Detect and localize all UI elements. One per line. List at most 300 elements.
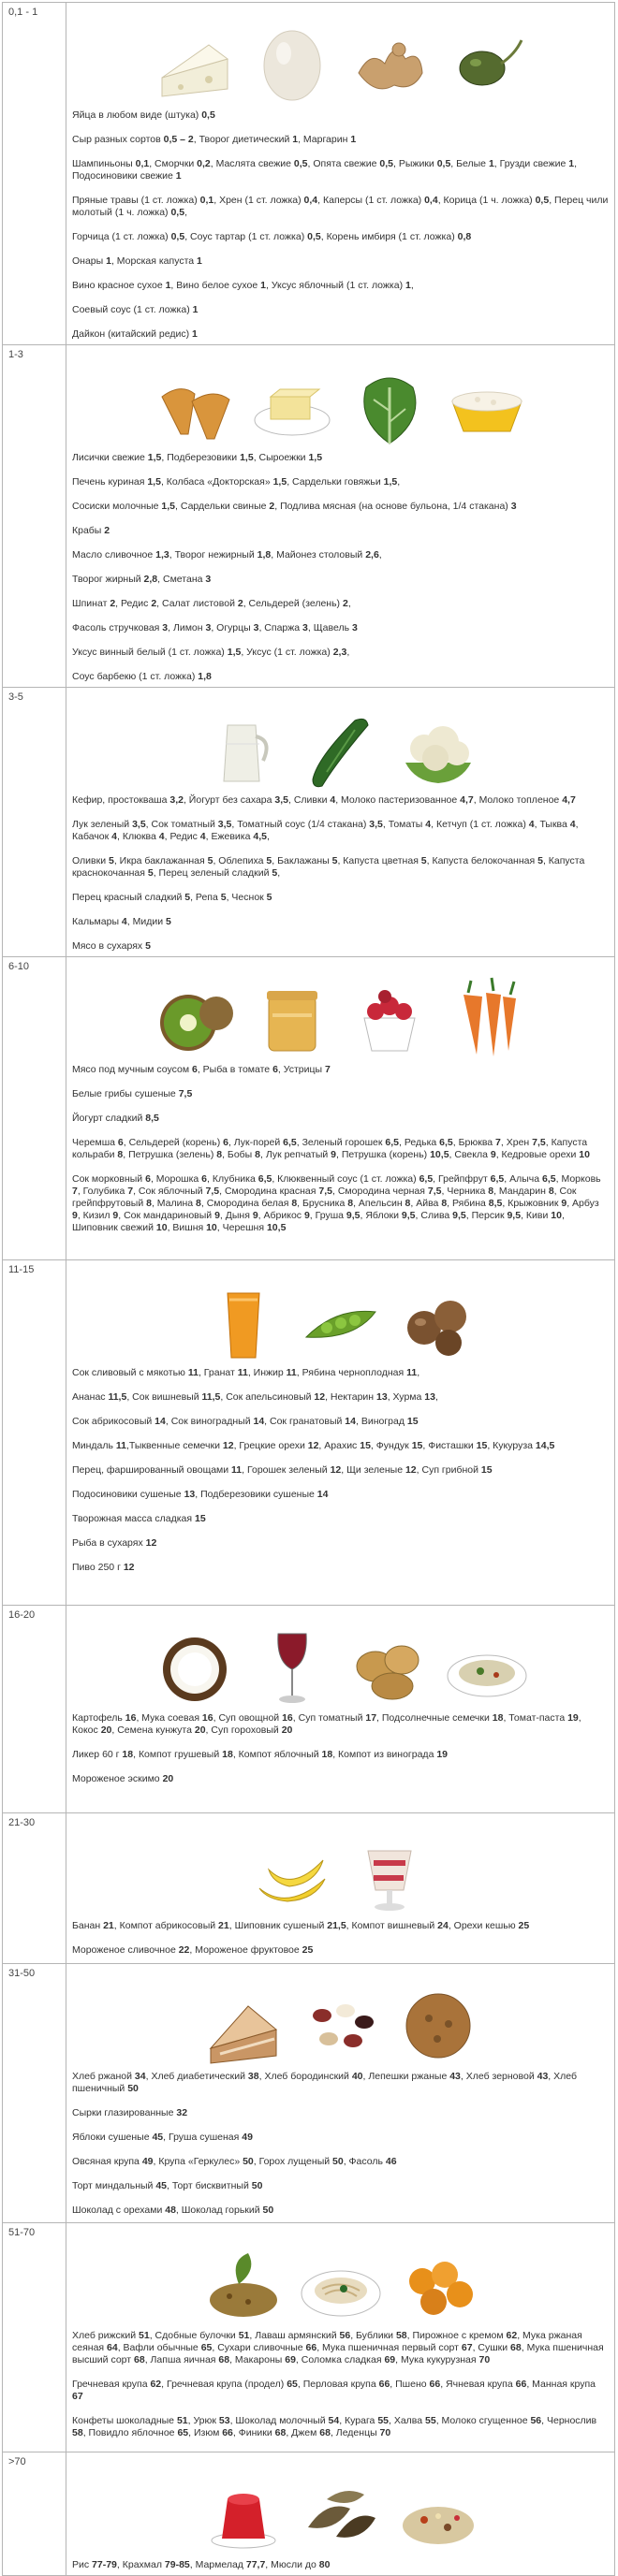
carb-value: 1,5 — [147, 452, 162, 463]
carb-value: 2 — [269, 501, 275, 512]
food-name: , Арбуз — [566, 1198, 599, 1209]
food-name: , Курага — [339, 2415, 378, 2426]
food-name: , Йогурт без сахара — [183, 794, 275, 806]
carb-value: 1,5 — [308, 452, 323, 463]
food-name: , Фасоль — [343, 2156, 386, 2167]
food-name: , Грецкие орехи — [233, 1440, 308, 1451]
table-row — [3, 957, 615, 1260]
food-name: , Нектарин — [325, 1391, 377, 1403]
carb-value: 6,5 — [385, 1137, 399, 1148]
food-name: , Подсолнечные семечки — [376, 1712, 493, 1724]
food-name: , Корень имбиря (1 ст. ложка) — [320, 231, 458, 242]
food-name: , Хлеб диабетический — [145, 2071, 248, 2082]
carb-value: 10,5 — [266, 1222, 287, 1233]
carb-value: 53 — [218, 2415, 230, 2426]
food-name: , Лапша яичная — [144, 2354, 219, 2365]
food-name: Печень куриная — [72, 476, 148, 488]
food-name: , Смородина красная — [219, 1186, 319, 1197]
carb-value: 9,5 — [452, 1210, 466, 1221]
food-name: , Редис — [115, 598, 152, 609]
carb-value: 7,5 — [532, 1137, 546, 1148]
food-name: , Киви — [521, 1210, 552, 1221]
food-name: Шоколад с орехами — [72, 2205, 166, 2216]
food-name: , Брюква — [452, 1137, 496, 1148]
food-line — [72, 2156, 609, 2168]
carb-value: 20 — [281, 1725, 293, 1736]
carb-value: 9,5 — [346, 1210, 360, 1221]
food-name: Лисички свежие — [72, 452, 148, 463]
food-name: Банан — [72, 1920, 104, 1931]
carb-value: 5 — [331, 855, 338, 866]
carb-value: 9,5 — [507, 1210, 522, 1221]
food-name: , Шоколад горький — [175, 2205, 263, 2216]
food-name: , — [266, 831, 270, 842]
food-name: , Компот грушевый — [133, 1749, 223, 1760]
carb-value: 1 — [260, 280, 266, 291]
food-name: , Томатный соус (1/4 стакана) — [231, 819, 370, 830]
food-name: Мясо в сухарях — [72, 940, 146, 952]
food-line — [72, 1391, 609, 1404]
carb-value: 45 — [152, 2132, 164, 2143]
carb-value: 2 — [104, 525, 110, 536]
food-name: , Чернослив — [541, 2415, 597, 2426]
carb-value: 67 — [461, 2342, 473, 2353]
food-line — [72, 2330, 609, 2366]
carb-value: 5 — [109, 855, 114, 866]
carb-value: 4 — [199, 831, 206, 842]
food-line — [72, 2415, 609, 2439]
caper-icon — [445, 22, 529, 106]
carb-value: 25 — [302, 1944, 314, 1956]
food-name: , — [417, 1367, 420, 1378]
food-name: , Колбаса «Докторская» — [160, 476, 273, 488]
carb-value: 6,5 — [258, 1173, 272, 1185]
food-name: , Кизил — [77, 1210, 113, 1221]
carb-value: 38 — [247, 2071, 259, 2082]
table-row — [3, 345, 615, 688]
food-name: , Слива — [415, 1210, 453, 1221]
food-name: , Гранат — [198, 1367, 238, 1378]
table-row — [3, 3, 615, 345]
carb-value: 49 — [141, 2156, 154, 2167]
carb-value: 12 — [405, 1464, 417, 1476]
food-list-cell — [66, 688, 615, 957]
food-name: , Мороженое фруктовое — [189, 1944, 302, 1956]
food-images — [72, 2223, 609, 2326]
carb-value: 18 — [492, 1712, 504, 1724]
carb-value: 1 — [197, 255, 202, 267]
carb-value: 25 — [518, 1920, 530, 1931]
carb-value: 9 — [490, 1149, 496, 1160]
carb-value: 0,4 — [303, 195, 318, 206]
food-name: , Хрен (1 ст. ложка) — [213, 195, 304, 206]
food-list-cell — [66, 345, 615, 688]
carb-value: 8 — [196, 1198, 201, 1209]
food-line — [72, 476, 609, 488]
food-name: , Хлеб зерновой — [460, 2071, 537, 2082]
carb-value: 68 — [510, 2342, 522, 2353]
juice-glass-icon — [201, 1279, 286, 1363]
food-name: , Подберезовики сушеные — [195, 1489, 317, 1500]
carb-value: 80 — [318, 2559, 331, 2570]
carb-value: 68 — [218, 2354, 230, 2365]
carb-value: 40 — [351, 2071, 363, 2082]
carb-value: 2 — [151, 598, 157, 609]
food-name: , Мандарин — [493, 1186, 549, 1197]
carb-range-label: 1-3 — [3, 345, 66, 688]
carb-value: 15 — [406, 1416, 419, 1427]
food-name: , Икра баклажанная — [113, 855, 208, 866]
carb-value: 1,8 — [257, 549, 272, 560]
carb-value: 16 — [125, 1712, 137, 1724]
soup-plate-icon — [445, 1624, 529, 1709]
food-line — [72, 1513, 609, 1525]
food-line — [72, 855, 609, 880]
food-name: , — [378, 549, 382, 560]
food-line — [72, 1920, 609, 1932]
carb-value: 1,5 — [227, 647, 242, 658]
carb-value: 69 — [285, 2354, 296, 2365]
food-line — [72, 598, 609, 610]
food-name: Оливки — [72, 855, 109, 866]
food-name: Перец красный сладкий — [72, 892, 185, 903]
food-name: , — [397, 476, 401, 488]
carb-value: 4 — [569, 819, 576, 830]
carb-value: 66 — [515, 2379, 527, 2390]
carb-value: 69 — [384, 2354, 396, 2365]
carb-value: 8 — [117, 1149, 124, 1160]
food-name: , Кабачок — [72, 819, 579, 842]
carb-value: 50 — [127, 2083, 139, 2094]
food-name: , Малина — [151, 1198, 197, 1209]
carb-value: 4 — [425, 819, 432, 830]
food-line — [72, 574, 609, 586]
food-name: , Лепешки ржаные — [362, 2071, 450, 2082]
food-line — [72, 1562, 609, 1574]
food-line — [72, 794, 609, 807]
food-line — [72, 1137, 609, 1161]
food-name: , Капуста краснокочанная — [72, 855, 585, 879]
food-name: , — [347, 598, 351, 609]
carb-value: 32 — [176, 2107, 188, 2118]
food-name: Рис — [72, 2559, 93, 2570]
food-name: , — [410, 280, 414, 291]
food-name: Соус барбекю (1 ст. ложка) — [72, 671, 199, 682]
food-name: , Кукуруза — [487, 1440, 536, 1451]
food-name: , Суп гороховый — [205, 1725, 282, 1736]
carb-value: 5 — [166, 916, 171, 927]
carb-value: 51 — [238, 2330, 250, 2341]
carb-value: 9 — [303, 1210, 310, 1221]
food-name: , Соломка сладкая — [295, 2354, 385, 2365]
food-name: , Арахис — [318, 1440, 360, 1451]
food-name: Горчица (1 ст. ложка) — [72, 231, 171, 242]
food-line — [72, 525, 609, 537]
carb-value: 3,5 — [217, 819, 232, 830]
food-line — [72, 2559, 609, 2571]
carb-range-label: 6-10 — [3, 957, 66, 1260]
food-line — [72, 1464, 609, 1477]
carb-value: 10,5 — [430, 1149, 449, 1160]
food-name: Дайкон (китайский редис) — [72, 328, 193, 340]
carb-value: 58 — [395, 2330, 407, 2341]
food-name: , Мука пшеничная высший сорт — [72, 2342, 604, 2365]
food-name: , Сок томатный — [145, 819, 218, 830]
carb-value: 8 — [488, 1186, 494, 1197]
food-name: , Свекла — [449, 1149, 491, 1160]
food-name: , Шоколад молочный — [229, 2415, 329, 2426]
food-name: , Урюк — [187, 2415, 219, 2426]
food-name: , Уксус (1 ст. ложка) — [241, 647, 333, 658]
food-list-cell — [66, 1260, 615, 1606]
food-name: , Репа — [190, 892, 221, 903]
carb-value: 12 — [145, 1537, 157, 1549]
food-line — [72, 255, 609, 268]
carb-value: 1 — [106, 255, 111, 267]
carb-value: 14 — [345, 1416, 356, 1427]
food-name: , Вафли обычные — [117, 2342, 201, 2353]
carb-value: 14 — [316, 1489, 329, 1500]
food-name: Сок морковный — [72, 1173, 146, 1185]
green-peas-pod-icon — [299, 1279, 383, 1363]
carb-value: 15 — [411, 1440, 423, 1451]
food-name: , Повидло яблочное — [82, 2427, 178, 2438]
carb-value: 0,5 — [307, 231, 321, 242]
carb-value: 12 — [314, 1391, 326, 1403]
carb-value: 5 — [266, 892, 272, 903]
table-row — [3, 1260, 615, 1606]
carb-value: 65 — [177, 2427, 189, 2438]
food-name: Хлеб рижский — [72, 2330, 140, 2341]
food-list-cell — [66, 1606, 615, 1813]
carb-value: 2 — [237, 598, 243, 609]
food-name: , Мюсли до — [265, 2559, 319, 2570]
carb-value: 0,1 — [199, 195, 214, 206]
carb-value: 3 — [205, 574, 212, 585]
food-name: , Сардельки говяжьи — [287, 476, 384, 488]
carb-table — [2, 2, 615, 2576]
food-name: , Леденцы — [330, 2427, 380, 2438]
food-name: , Компот абрикосовый — [113, 1920, 219, 1931]
food-name: , Устрицы — [277, 1064, 325, 1075]
carb-value: 62 — [506, 2330, 518, 2341]
food-name: , Творог диетический — [193, 134, 293, 145]
carb-value: 5 — [207, 855, 213, 866]
food-line — [72, 1773, 609, 1785]
food-name: , Бобы — [222, 1149, 256, 1160]
food-name: , Черника — [441, 1186, 489, 1197]
food-name: Онары — [72, 255, 107, 267]
food-name: , Щи зеленые — [341, 1464, 405, 1476]
carb-value: 3 — [352, 622, 358, 633]
carb-value: 10 — [551, 1210, 562, 1221]
food-name: , Петрушка (зелень) — [123, 1149, 217, 1160]
carb-value: 4 — [528, 819, 535, 830]
food-name: , Салат листовой — [156, 598, 238, 609]
carb-value: 0,5 – 2 — [163, 134, 194, 145]
food-images — [72, 688, 609, 791]
food-name: Картофель — [72, 1712, 125, 1724]
carb-value: 5 — [147, 867, 154, 879]
food-name: , Халва — [389, 2415, 426, 2426]
food-name: Сыр разных сортов — [72, 134, 164, 145]
food-name: Шпинат — [72, 598, 110, 609]
food-line — [72, 2071, 609, 2095]
food-name: , Подлива мясная (на основе бульона, 1/4 стакана) — [274, 501, 511, 512]
food-line — [72, 231, 609, 243]
food-line — [72, 916, 609, 928]
food-name: , Гречневая крупа (продел) — [161, 2379, 287, 2390]
carb-value: 9 — [561, 1198, 567, 1209]
food-name: , Макароны — [229, 2354, 286, 2365]
buckwheat-icon — [201, 2242, 286, 2326]
food-name: , Кедровые орехи — [495, 1149, 580, 1160]
carb-value: 2,8 — [143, 574, 158, 585]
carb-value: 68 — [134, 2354, 145, 2365]
food-name: ,Тыквенные семечки — [126, 1440, 223, 1451]
carb-value: 20 — [100, 1725, 112, 1736]
carb-value: 9 — [331, 1149, 337, 1160]
carb-value: 51 — [176, 2415, 188, 2426]
food-name: , Крахмал — [116, 2559, 165, 2570]
food-name: Яйца в любом виде (штука) — [72, 109, 202, 121]
carb-value: 43 — [449, 2071, 461, 2082]
carb-value: 15 — [195, 1513, 206, 1524]
carb-value: 5 — [145, 940, 151, 952]
carb-value: 6 — [192, 1064, 198, 1075]
carb-value: 55 — [377, 2415, 389, 2426]
carb-value: 3 — [302, 622, 308, 633]
carb-value: 68 — [319, 2427, 331, 2438]
food-name: , Грузди свежие — [493, 158, 569, 169]
carb-value: 8 — [255, 1149, 260, 1160]
carb-value: 8,5 — [145, 1113, 159, 1124]
food-name: , Тыква — [534, 819, 570, 830]
food-name: Вино красное сухое — [72, 280, 166, 291]
food-line — [72, 1944, 609, 1957]
food-name: , Алыча — [504, 1173, 543, 1185]
carb-value: 66 — [378, 2379, 390, 2390]
food-line — [72, 304, 609, 316]
carb-value: 0,5 — [293, 158, 308, 169]
carb-value: 5 — [272, 867, 278, 879]
food-line — [72, 501, 609, 513]
food-name: , Сухари сливочные — [212, 2342, 306, 2353]
food-name: , Семена кунжута — [111, 1725, 195, 1736]
food-name: Творожная масса сладкая — [72, 1513, 196, 1524]
carb-value: 12 — [123, 1562, 135, 1573]
carb-value: 8 — [216, 1149, 223, 1160]
food-line — [72, 622, 609, 634]
carb-value: 5 — [420, 855, 427, 866]
carb-value: 18 — [321, 1749, 333, 1760]
food-name: , Петрушка (корень) — [336, 1149, 431, 1160]
carb-value: 62 — [150, 2379, 162, 2390]
food-name: , Молоко топленое — [473, 794, 563, 806]
carb-value: 6,5 — [283, 1137, 297, 1148]
carb-value: 0,8 — [457, 231, 472, 242]
table-row — [3, 1606, 615, 1813]
food-line — [72, 2379, 609, 2403]
raspberry-cup-icon — [347, 976, 432, 1060]
food-name: , Морская капуста — [110, 255, 198, 267]
potatoes-icon — [347, 1624, 432, 1709]
carb-value: 3 — [510, 501, 517, 512]
food-name: , Груша сушеная — [163, 2132, 243, 2143]
carb-value: 50 — [243, 2156, 254, 2167]
carb-value: 56 — [339, 2330, 351, 2341]
carb-value: 1,5 — [272, 476, 287, 488]
food-name: , Перец чили молотый (1 ч. ложка) — [72, 195, 609, 218]
carb-value: 50 — [332, 2156, 344, 2167]
jelly-dessert-icon — [201, 2471, 286, 2555]
food-name: , Хурма — [387, 1391, 425, 1403]
food-name: Пиво 250 г — [72, 1562, 124, 1573]
food-line — [72, 1173, 609, 1234]
carb-value: 56 — [530, 2415, 542, 2426]
food-name: , Редька — [399, 1137, 440, 1148]
carb-value: 20 — [162, 1773, 174, 1784]
carb-value: 2 — [110, 598, 116, 609]
carb-value: 6 — [117, 1137, 124, 1148]
food-name: Черемша — [72, 1137, 118, 1148]
carb-value: 13 — [424, 1391, 435, 1403]
food-name: , Сдобные булочки — [149, 2330, 239, 2341]
food-name: , Персик — [465, 1210, 508, 1221]
food-images — [72, 3, 609, 106]
kefir-jug-icon — [201, 706, 286, 791]
food-name: , Джем — [286, 2427, 320, 2438]
food-name: , Редис — [164, 831, 200, 842]
carb-value: 0,5 — [170, 231, 185, 242]
food-name: , — [346, 647, 350, 658]
table-row — [3, 1813, 615, 1964]
food-name: , Бублики — [350, 2330, 396, 2341]
carb-range-label: >70 — [3, 2452, 66, 2576]
carb-value: 8 — [441, 1198, 448, 1209]
food-name: , Спаржа — [258, 622, 303, 633]
carb-value: 4,7 — [562, 794, 576, 806]
food-name: , Инжир — [247, 1367, 287, 1378]
carb-value: 0,4 — [424, 195, 438, 206]
cheese-wedge-icon — [153, 22, 237, 106]
carb-value: 3 — [162, 622, 169, 633]
carb-value: 24 — [437, 1920, 449, 1931]
table-row — [3, 1964, 615, 2223]
carb-value: 0,5 — [379, 158, 394, 169]
food-name: , Рыба в томате — [197, 1064, 273, 1075]
muesli-icon — [396, 2471, 480, 2555]
carb-value: 1 — [568, 158, 575, 169]
carb-value: 0,5 — [170, 207, 185, 218]
oat-cookie-icon — [396, 1983, 480, 2067]
carb-value: 7 — [324, 1064, 331, 1075]
food-name: , Смородина белая — [200, 1198, 292, 1209]
carb-value: 9 — [214, 1210, 220, 1221]
food-name: , Апельсин — [353, 1198, 405, 1209]
food-name: , Абрикос — [258, 1210, 304, 1221]
food-name: , Горох лущеный — [253, 2156, 333, 2167]
food-name: Гречневая крупа — [72, 2379, 151, 2390]
food-images — [72, 1260, 609, 1363]
food-line — [72, 195, 609, 219]
food-name: , Хлеб бородинский — [258, 2071, 352, 2082]
food-name: , Смородина черная — [332, 1186, 428, 1197]
food-name: , Подосиновики свежие — [72, 158, 578, 182]
carb-value: 15 — [476, 1440, 488, 1451]
food-name: , Рыжики — [393, 158, 437, 169]
carb-value: 14 — [154, 1416, 166, 1427]
